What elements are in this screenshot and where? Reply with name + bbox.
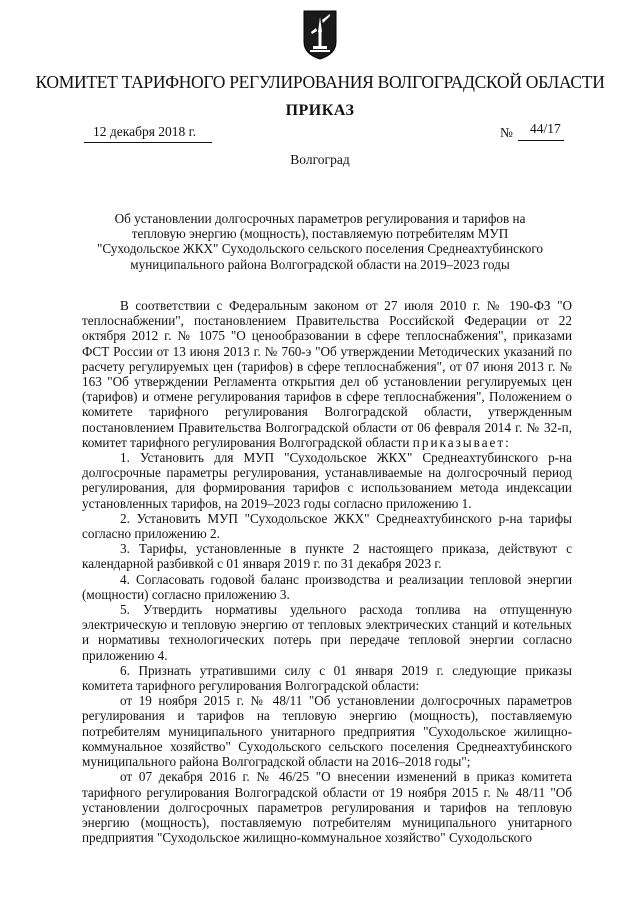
item-6-b: от 07 декабря 2016 г. № 46/25 "О внесении изменений в приказ комитета тарифного регулирования Волгоградской области от 19 ноября 2015 г. № 48/11 "Об установлении долгосрочных параметров регулирования и тарифов на тепловую энергию (мощность), поставляемую потребителям муниципального унитарного предприятия "Суходольское жилищно-коммунальное хозяйство" Суходольского (82, 769, 572, 846)
item-3: 3. Тарифы, установленные в пункте 2 настоящего приказа, действуют с календарной разбивкой с 01 января 2019 г. по 31 декабря 2023 г. (82, 541, 572, 572)
city: Волгоград (290, 152, 350, 167)
item-6: 6. Признать утратившими силу с 01 января 2019 г. следующие приказы комитета тарифного регулирования Волгоградской области: (82, 662, 572, 694)
order-number: 44/17 (530, 121, 561, 136)
item-4: 4. Согласовать годовой баланс производства и реализации тепловой энергии (мощности) согласно приложению 3. (82, 571, 572, 602)
orders-word: приказывает: (412, 434, 511, 450)
committee-name: КОМИТЕТ ТАРИФНОГО РЕГУЛИРОВАНИЯ ВОЛГОГРАДСКОЙ ОБЛАСТИ (35, 72, 605, 92)
date-underline (84, 142, 212, 143)
preamble-paragraph (82, 298, 572, 450)
order-body (82, 298, 572, 845)
order-title: ПРИКАЗ (285, 102, 355, 119)
item-1: 1. Установить для МУП "Суходольское ЖКХ" Среднеахтубинского р-на долгосрочные параметры регулирования, устанавливаемые на долгосрочный период регулирования, для формирования тарифов с использованием метода индексации установленных тарифов, на 2019–2023 годы согласно приложению 1. (82, 450, 572, 511)
item-6-a: от 19 ноября 2015 г. № 48/11 "Об установлении долгосрочных параметров регулирования и тарифов на тепловую энергию (мощность), поставляемую потребителям муниципального унитарного предприятия "Суходольское жилищно-коммунальное хозяйство" Суходольского сельского поселения Среднеахтубинского муниципального района Волгоградской области на 2016–2018 годы"; (82, 693, 572, 770)
preamble-text: В соответствии с Федеральным законом от 27 июля 2010 г. № 190-ФЗ "О теплоснабжении", постановлением Правительства Российской Федерации от 22 октября 2012 г. № 1075 "О ценообразовании в сфере теплоснабжения", приказами ФСТ России от 13 июня 2013 г. № 760-э "Об утверждении Методических указаний по расчету регулируемых цен (тарифов) в сфере теплоснабжения", от 07 июня 2013 г. № 163 "Об утверждении Регламента открытия дел об установлении регулируемых цен (тарифов) и отмене регулирования тарифов в сфере теплоснабжения", Положением о комитете тарифного регулирования Волгоградской области, утвержденным постановлением Правительства Волгоградской области от 06 февраля 2014 г. № 32-п, комитет тарифного регулирования Волгоградской области (82, 298, 572, 450)
order-date: 12 декабря 2018 г. (93, 124, 197, 139)
volgograd-oblast-coat-of-arms-icon (303, 10, 337, 60)
item-2: 2. Установить МУП "Суходольское ЖКХ" Среднеахтубинского р-на тарифы согласно приложению 2. (82, 510, 572, 542)
item-5: 5. Утвердить нормативы удельного расхода топлива на отпущенную электрическую и тепловую энергию от тепловых электрических станций и котельных и нормативы технологических потерь при передаче тепловой энергии согласно приложению 4. (82, 602, 572, 663)
order-subject: Об установлении долгосрочных параметров регулирования и тарифов на тепловую энергию (мощность), поставляемую потребителям МУП "Суходольское ЖКХ" Суходольского сельского поселения Среднеахтубинского муниципального района Волгоградской области на 2019–2023 годы (96, 211, 544, 272)
order-number-label: № (500, 125, 513, 140)
number-underline (518, 140, 564, 141)
